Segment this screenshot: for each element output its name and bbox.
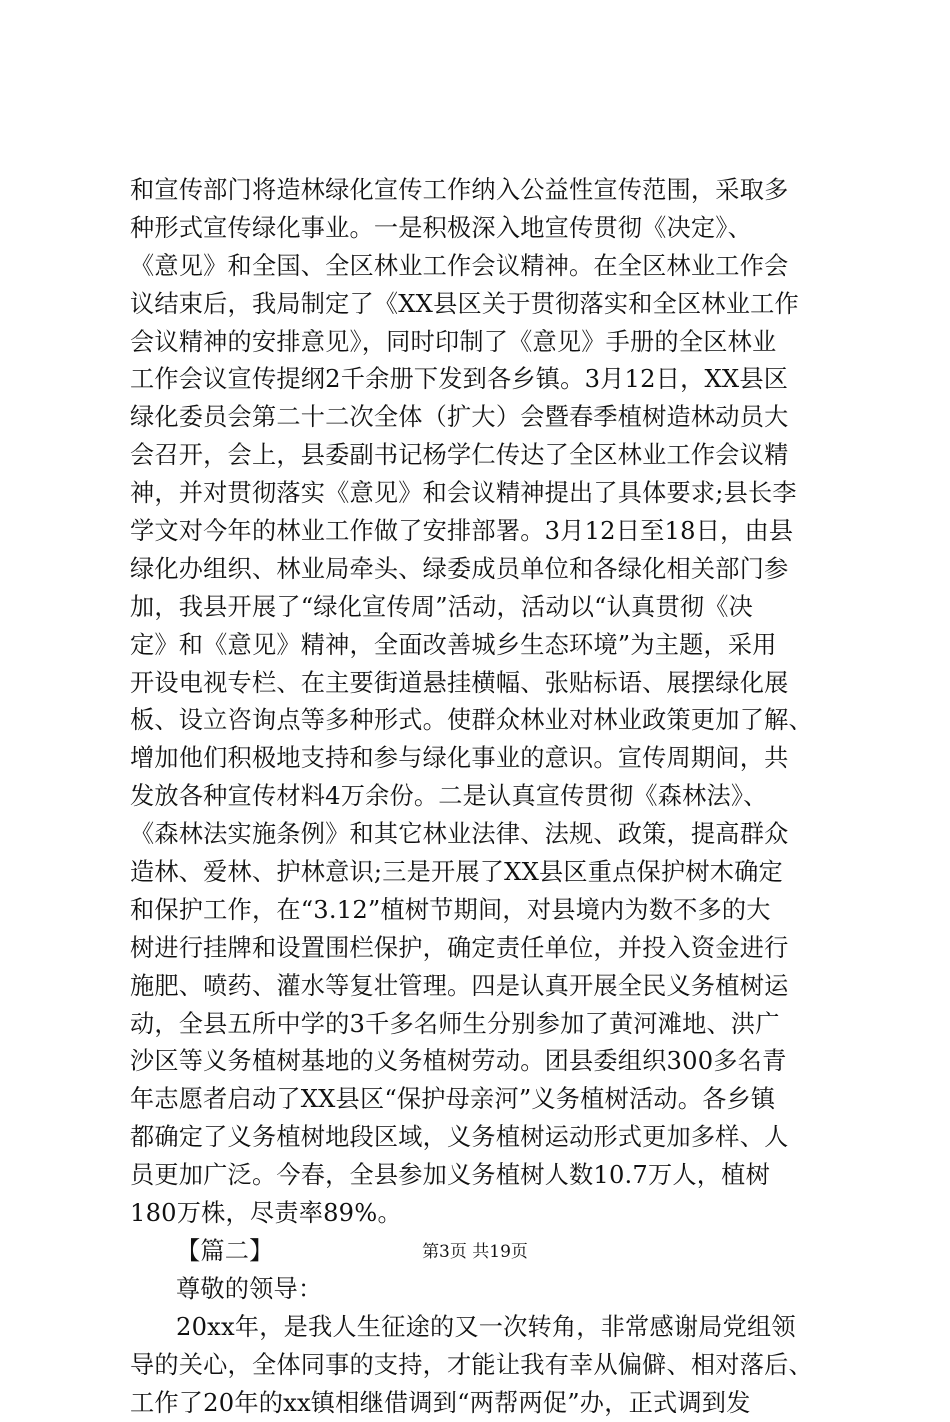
paragraph-line: 议结束后，我局制定了《XX县区关于贯彻落实和全区林业工作 — [130, 286, 830, 324]
paragraph-line: 板、设立咨询点等多种形式。使群众林业对林业政策更加了解、 — [130, 702, 830, 740]
salutation: 尊敬的领导： — [130, 1271, 830, 1309]
paragraph-line: 增加他们积极地支持和参与绿化事业的意识。宣传周期间，共 — [130, 740, 830, 778]
paragraph-line: 开设电视专栏、在主要街道悬挂横幅、张贴标语、展摆绿化展 — [130, 665, 830, 703]
letter-line: 导的关心，全体同事的支持，才能让我有幸从偏僻、相对落后、 — [130, 1347, 830, 1385]
paragraph-line: 180万株，尽责率89%。 — [130, 1195, 830, 1233]
paragraph-line: 学文对今年的林业工作做了安排部署。3月12日至18日，由县 — [130, 513, 830, 551]
paragraph-line: 会召开，会上，县委副书记杨学仁传达了全区林业工作会议精 — [130, 437, 830, 475]
letter-line: 工作了20年的xx镇相继借调到“两帮两促”办，正式调到发 — [130, 1385, 830, 1422]
paragraph-line: 都确定了义务植树地段区域，义务植树运动形式更加多样、人 — [130, 1119, 830, 1157]
paragraph-line: 加，我县开展了“绿化宣传周”活动，活动以“认真贯彻《决 — [130, 589, 830, 627]
paragraph-line: 和保护工作，在“3.12”植树节期间，对县境内为数不多的大 — [130, 892, 830, 930]
paragraph-line: 种形式宣传绿化事业。一是积极深入地宣传贯彻《决定》、 — [130, 210, 830, 248]
paragraph-line: 发放各种宣传材料4万余份。二是认真宣传贯彻《森林法》、 — [130, 778, 830, 816]
section-heading: 【篇二】 — [130, 1233, 830, 1271]
paragraph-line: 沙区等义务植树基地的义务植树劳动。团县委组织300多名青 — [130, 1043, 830, 1081]
paragraph-line: 树进行挂牌和设置围栏保护，确定责任单位，并投入资金进行 — [130, 930, 830, 968]
paragraph-line: 造林、爱林、护林意识;三是开展了XX县区重点保护树木确定 — [130, 854, 830, 892]
paragraph-line: 定》和《意见》精神，全面改善城乡生态环境”为主题，采用 — [130, 627, 830, 665]
paragraph-line: 绿化办组织、林业局牵头、绿委成员单位和各绿化相关部门参 — [130, 551, 830, 589]
letter-line: 20xx年，是我人生征途的又一次转角，非常感谢局党组领 — [130, 1309, 830, 1347]
paragraph-line: 和宣传部门将造林绿化宣传工作纳入公益性宣传范围，采取多 — [130, 172, 830, 210]
paragraph-line: 《意见》和全国、全区林业工作会议精神。在全区林业工作会 — [130, 248, 830, 286]
paragraph-line: 神，并对贯彻落实《意见》和会议精神提出了具体要求;县长李 — [130, 475, 830, 513]
paragraph-line: 工作会议宣传提纲2千余册下发到各乡镇。3月12日，XX县区 — [130, 361, 830, 399]
paragraph-line: 员更加广泛。今春，全县参加义务植树人数10.7万人，植树 — [130, 1157, 830, 1195]
paragraph-line: 年志愿者启动了XX县区“保护母亲河”义务植树活动。各乡镇 — [130, 1081, 830, 1119]
paragraph-line: 《森林法实施条例》和其它林业法律、法规、政策，提高群众 — [130, 816, 830, 854]
page-number-footer: 第3页 共19页 — [0, 1241, 950, 1263]
paragraph-line: 动，全县五所中学的3千多名师生分别参加了黄河滩地、洪广 — [130, 1006, 830, 1044]
paragraph-line: 施肥、喷药、灌水等复壮管理。四是认真开展全民义务植树运 — [130, 968, 830, 1006]
document-body — [130, 172, 830, 1422]
paragraph-line: 会议精神的安排意见》，同时印制了《意见》手册的全区林业 — [130, 324, 830, 362]
paragraph-line: 绿化委员会第二十二次全体（扩大）会暨春季植树造林动员大 — [130, 399, 830, 437]
